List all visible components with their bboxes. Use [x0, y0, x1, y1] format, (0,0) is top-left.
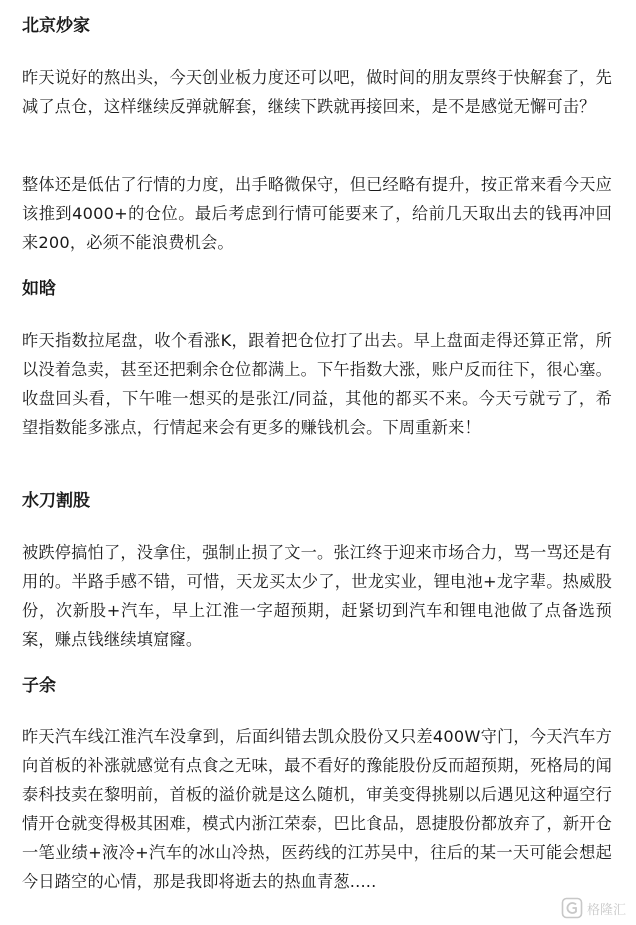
section-title-shuidao-gegu: 水刀割股 — [22, 491, 90, 511]
section-paragraph: 昨天指数拉尾盘，收个看涨K，跟着把仓位打了出去。早上盘面走得还算正常，所以没着急卖，甚至还把剩余仓位都满上。下午指数大涨，账户反而往下，很心塞。收盘回头看，下午唯一想买的是张江/同益，其他的都买不来。今天亏就亏了，希望指数能多涨点，行情起来会有更多的赚钱机会。下周重新来！ — [22, 331, 612, 437]
section-paragraph: 昨天汽车线江淮汽车没拿到，后面纠错去凯众股份又只差400W守门，今天汽车方向首板的补涨就感觉有点食之无味，最不看好的豫能股份反而超预期，死格局的闻泰科技卖在黎明前，首板的溢价就是这么随机，审美变得挑剔以后遇见这种逼空行情开仓就变得极其困难，模式内浙江荣泰，巴比食品，恩捷股份都放弃了，新开仓一笔业绩+液冷+汽车的冰山冷热，医药线的江苏吴中，往后的某一天可能会想起今日踏空的心情，那是我即将逝去的热血青葱..... — [22, 727, 612, 891]
section-title-ziyu: 子余 — [22, 676, 56, 696]
watermark-text: 格隆汇 — [586, 902, 626, 918]
section-title-ruhan: 如晗 — [22, 279, 56, 299]
section-title-beijing-chaojia: 北京炒家 — [22, 16, 90, 36]
section-paragraph: 被跌停搞怕了，没拿住，强制止损了文一。张江终于迎来市场合力，骂一骂还是有用的。半路手感不错，可惜，天龙买太少了，世龙实业，锂电池+龙字辈。热威股份，次新股+汽车，早上江淮一字超预期，赶紧切到汽车和锂电池做了点备选预案，赚点钱继续填窟窿。 — [22, 543, 612, 649]
gelonghui-logo-icon — [561, 897, 583, 919]
section-paragraph: 昨天说好的熬出头，今天创业板力度还可以吧，做时间的朋友票终于快解套了，先减了点仓，这样继续反弹就解套，继续下跌就再接回来，是不是感觉无懈可击？ — [22, 68, 612, 116]
watermark — [561, 897, 626, 919]
section-paragraph: 整体还是低估了行情的力度，出手略微保守，但已经略有提升，按正常来看今天应该推到4000+的仓位。最后考虑到行情可能要来了，给前几天取出去的钱再冲回来200，必须不能浪费机会。 — [22, 175, 612, 252]
